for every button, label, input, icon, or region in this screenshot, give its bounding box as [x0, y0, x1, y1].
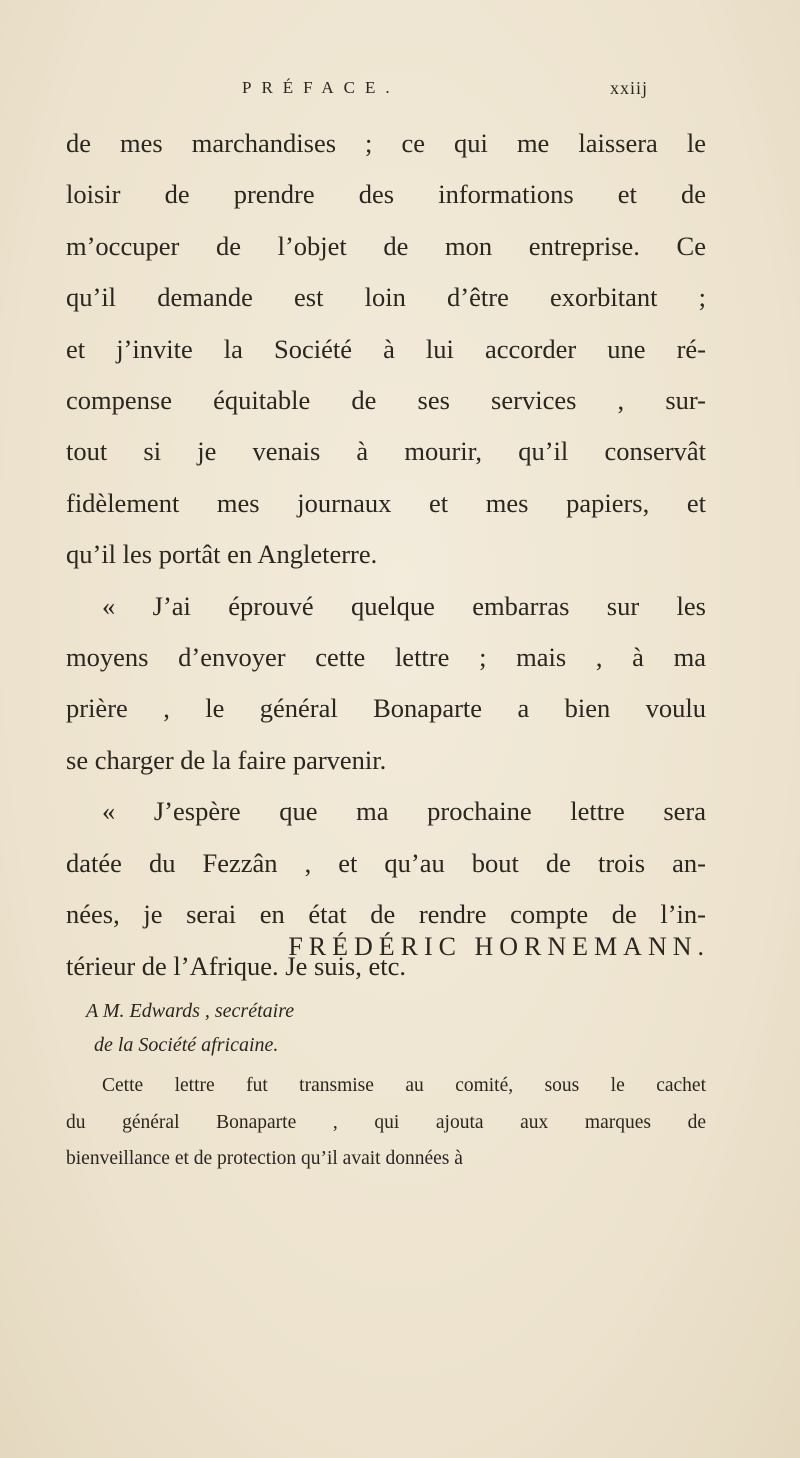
text-line: « J’ai éprouvé quelque embarras sur les: [102, 590, 706, 621]
addressee-line: A M. Edwards , secrétaire: [86, 1000, 295, 1022]
text-line: fidèlement mes journaux et mes papiers, et: [66, 487, 706, 518]
signature: FRÉDÉRIC HORNEMANN.: [288, 932, 710, 961]
text-line: tout si je venais à mourir, qu’il conservât: [66, 436, 706, 467]
text-line: térieur de l’Afrique. Je suis, etc.: [66, 950, 406, 981]
text-line: et j’invite la Société à lui accorder une ré-: [66, 333, 706, 364]
letter-body: [66, 118, 706, 992]
note-line: du général Bonaparte , qui ajouta aux marques de: [66, 1111, 706, 1133]
text-line: datée du Fezzân , et qu’au bout de trois an-: [66, 847, 706, 878]
text-line: qu’il demande est loin d’être exorbitant ;: [66, 282, 706, 313]
text-line: loisir de prendre des informations et de: [66, 179, 706, 210]
addressee-line: de la Société africaine.: [94, 1034, 279, 1056]
page-number: xxiij: [610, 78, 649, 98]
page-header: [0, 78, 800, 108]
running-head: PRÉFACE.: [242, 78, 400, 97]
note-line: Cette lettre fut transmise au comité, sous le cachet: [102, 1075, 706, 1096]
text-line: « J’espère que ma prochaine lettre sera: [102, 796, 706, 827]
text-line: m’occuper de l’objet de mon entreprise. Ce: [66, 230, 706, 261]
text-line: de mes marchandises ; ce qui me laissera le: [66, 128, 706, 158]
note-line: bienveillance et de protection qu’il avait données à: [66, 1148, 463, 1169]
text-line: moyens d’envoyer cette lettre ; mais , à ma: [66, 642, 706, 673]
addressee-block: [86, 994, 706, 1062]
text-line: se charger de la faire parvenir.: [66, 744, 387, 775]
text-line: qu’il les portât en Angleterre.: [66, 539, 378, 570]
text-line: nées, je serai en état de rendre compte de l’in-: [66, 899, 706, 930]
text-line: prière , le général Bonaparte a bien voulu: [66, 693, 706, 724]
editorial-note: [66, 1068, 706, 1178]
text-line: compense équitable de ses services , sur-: [66, 385, 706, 416]
